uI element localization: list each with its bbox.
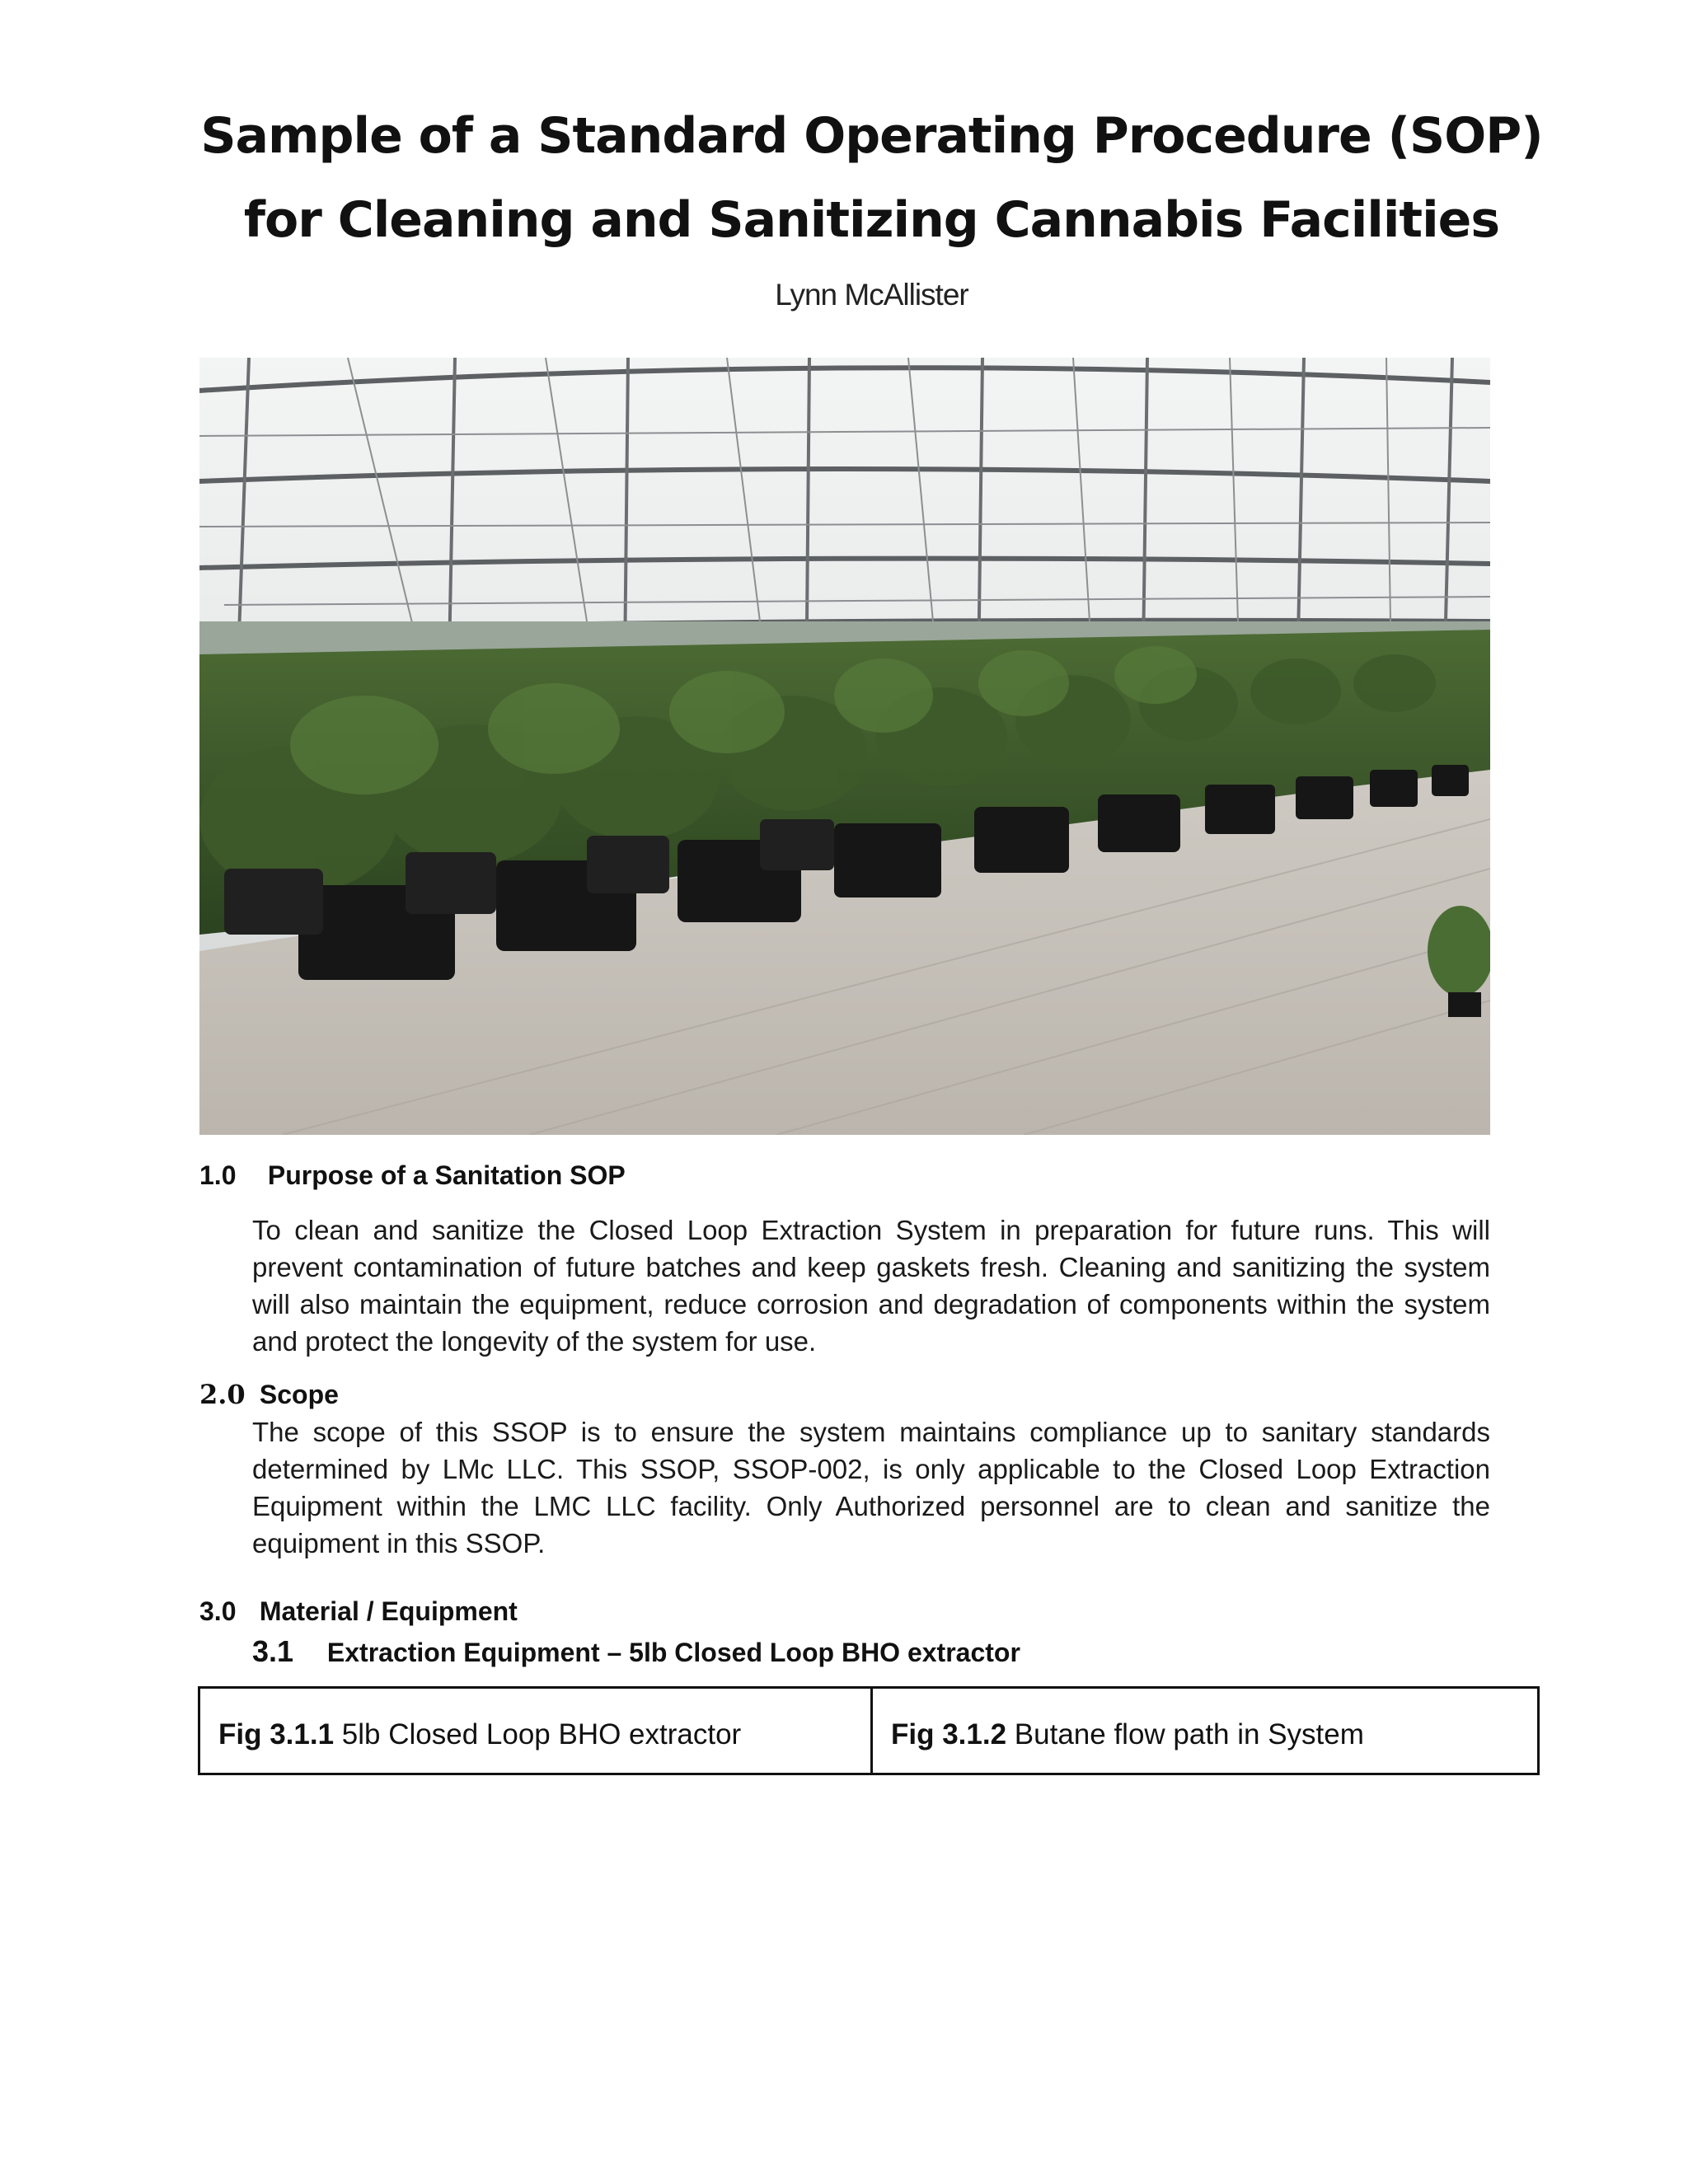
subsection-3-1-number: 3.1	[252, 1634, 294, 1668]
section-3-number: 3.0	[199, 1596, 237, 1626]
subsection-3-1-heading	[252, 1634, 1020, 1669]
greenhouse-photo	[199, 358, 1490, 1135]
section-2-title: Scope	[259, 1380, 339, 1409]
figure-caption: 5lb Closed Loop BHO extractor	[334, 1718, 742, 1750]
document-title-line-2: for Cleaning and Sanitizing Cannabis Facilities	[243, 191, 1500, 249]
figure-caption: Butane flow path in System	[1006, 1718, 1364, 1750]
section-3-heading	[199, 1596, 518, 1627]
figure-label: Fig 3.1.1	[218, 1718, 335, 1750]
subsection-3-1-title: Extraction Equipment – 5lb Closed Loop BHO extractor	[326, 1638, 1020, 1667]
document-title-line-1: Sample of a Standard Operating Procedure (SOP)	[200, 107, 1543, 165]
section-2-number: 2.0	[199, 1379, 246, 1410]
figure-cell-3-1-1	[200, 1689, 873, 1773]
section-1-title: Purpose of a Sanitation SOP	[267, 1160, 626, 1190]
figure-cell-3-1-2	[873, 1689, 1537, 1773]
section-2-body: The scope of this SSOP is to ensure the system maintains compliance up to sanitary standards determined by LMc LLC. This SSOP, SSOP-002, is only applicable to the Closed Loop Extraction Equipment within the LMC LLC facility. Only Authorized personnel are to clean and sanitize the equipment in this SSOP.	[252, 1417, 1490, 1558]
section-3-title: Material / Equipment	[259, 1596, 518, 1626]
figure-label: Fig 3.1.2	[891, 1718, 1007, 1750]
figure-table	[198, 1686, 1540, 1775]
section-1-heading	[199, 1160, 626, 1191]
section-1-number: 1.0	[199, 1160, 237, 1190]
document-author: Lynn McAllister	[775, 278, 968, 312]
section-1-body: To clean and sanitize the Closed Loop Extraction System in preparation for future runs. This will prevent contamination of future batches and keep gaskets fresh. Cleaning and sanitizing the system will also maintain the equipment, reduce corrosion and degradation of components within the system and protect the longevity of the system for use.	[252, 1215, 1490, 1357]
section-2-heading	[199, 1379, 339, 1410]
